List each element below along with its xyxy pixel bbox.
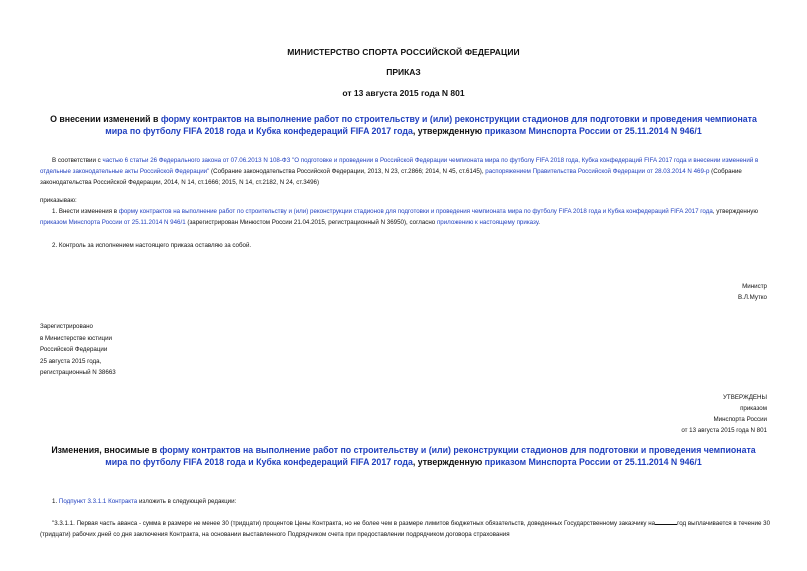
order-title [40, 113, 767, 137]
ministry-heading: МИНИСТЕРСТВО СПОРТА РОССИЙСКОЙ ФЕДЕРАЦИИ [287, 47, 520, 57]
item1-text-4: . [538, 219, 541, 226]
changes-title-link-order[interactable]: приказом Минспорта России от 25.11.2014 N 946/1 [484, 457, 702, 467]
registration-line-3: Российской Федерации [40, 346, 108, 353]
approved-line-3: Минспорта России [713, 416, 767, 423]
approved-line-2: приказом [740, 405, 767, 412]
preamble-paragraph [40, 155, 770, 186]
item1-link-contract-form[interactable]: форму контрактов на выполнение работ по строительству и (или) реконструкции стадионов для подготовки и проведения чемпионата мира по футболу FIFA 2018 года и Кубка конфедераций FIFA 2017 года [118, 208, 713, 215]
item1-text-1: 1. Внести изменения в [52, 208, 119, 215]
changes-title [40, 444, 767, 468]
preamble-link-federal-law[interactable]: частью 6 статьи 26 Федерального закона от 07.06.2013 N 108-ФЗ "О подготовке и проведении в Российской Федерации чемпионата мира по футболу FIFA 2018 года, Кубка конфедераций FIFA 2017 года и внесении изменений в отдельные законодательные акты Российской Федерации" [40, 157, 759, 175]
change1-link-subclause[interactable]: Подпункт 3.3.1.1 Контракта [58, 498, 138, 505]
signature-block [738, 281, 767, 303]
title-link-order[interactable]: приказом Минспорта России от 25.11.2014 N 946/1 [484, 126, 702, 136]
change1-text-2: изложить в следующей редакции: [137, 498, 237, 505]
quoted-clause-paragraph [40, 518, 770, 540]
preamble-text-1: В соответствии с [52, 157, 103, 164]
change1-text-1: 1. [52, 498, 59, 505]
item1-text-3: (зарегистрирован Минюстом России 21.04.2015, регистрационный N 36950), согласно [185, 219, 437, 226]
registration-line-5: регистрационный N 38663 [40, 369, 116, 376]
title-link-contract-form[interactable]: форму контрактов на выполнение работ по строительству и (или) реконструкции стадионов для подготовки и проведения чемпионата мира по футболу FIFA 2018 года и Кубка конфедераций FIFA 2017 года [105, 114, 757, 136]
orders-word: приказываю: [40, 197, 77, 204]
item1-text-2: , утвержденную [712, 208, 758, 215]
order-date: от 13 августа 2015 года N 801 [342, 88, 465, 98]
signature-position: Министр [742, 283, 767, 290]
preamble-text-3: (Собрание законодательства Российской Федерации, 2014, N 14, ст.1666; 2015, N 14, ст.2182, N 24, ст.3496) [40, 168, 742, 186]
changes-title-prefix: Изменения, вносимые в [51, 445, 160, 455]
quote-text-2: год выплачивается в течение 30 (тридцати) рабочих дней со дня заключения Контракта, на основании выставленного Подрядчиком счета при предоставлении подрядчиком договора страхования [40, 520, 771, 538]
change-1-paragraph [40, 496, 770, 507]
changes-title-middle: , утвержденную [412, 457, 485, 467]
preamble-link-government-order[interactable]: распоряжением Правительства Российской Федерации от 28.03.2014 N 469-р [485, 168, 710, 175]
title-middle: , утвержденную [412, 126, 485, 136]
registration-line-2: в Министерстве юстиции [40, 334, 113, 342]
registration-line-1: Зарегистрировано [40, 323, 93, 330]
item1-link-appendix[interactable]: приложению к настоящему приказу [436, 219, 539, 226]
item1-link-order[interactable]: приказом Минспорта России от 25.11.2014 N 946/1 [40, 219, 186, 226]
signature-name: В.Л.Мутко [738, 294, 767, 301]
approved-block [681, 392, 767, 436]
registration-block [40, 321, 116, 379]
item-2-paragraph: 2. Контроль за исполнением настоящего приказа оставляю за собой. [52, 242, 252, 249]
item-1-paragraph [40, 206, 770, 228]
preamble-text-2: (Собрание законодательства Российской Федерации, 2013, N 23, ст.2866; 2014, N 45, ст.6145), [209, 168, 486, 175]
changes-title-link-contract-form[interactable]: форму контрактов на выполнение работ по строительству и (или) реконструкции стадионов для подготовки и проведения чемпионата мира по футболу FIFA 2018 года и Кубка конфедераций FIFA 2017 года [105, 445, 756, 467]
approved-line-4: от 13 августа 2015 года N 801 [681, 427, 767, 434]
order-heading: ПРИКАЗ [386, 67, 421, 77]
title-prefix: О внесении изменений в [50, 114, 161, 124]
approved-line-1: УТВЕРЖДЕНЫ [723, 394, 767, 401]
quote-text-1: "3.3.1.1. Первая часть аванса - сумма в размере не менее 30 (тридцати) процентов Цены Контракта, но не более чем в размере лимитов бюджетных обязательств, доведенных Государственному заказчику на [52, 520, 656, 527]
registration-line-4: 25 августа 2015 года, [40, 357, 102, 365]
year-blank-field [655, 518, 677, 525]
